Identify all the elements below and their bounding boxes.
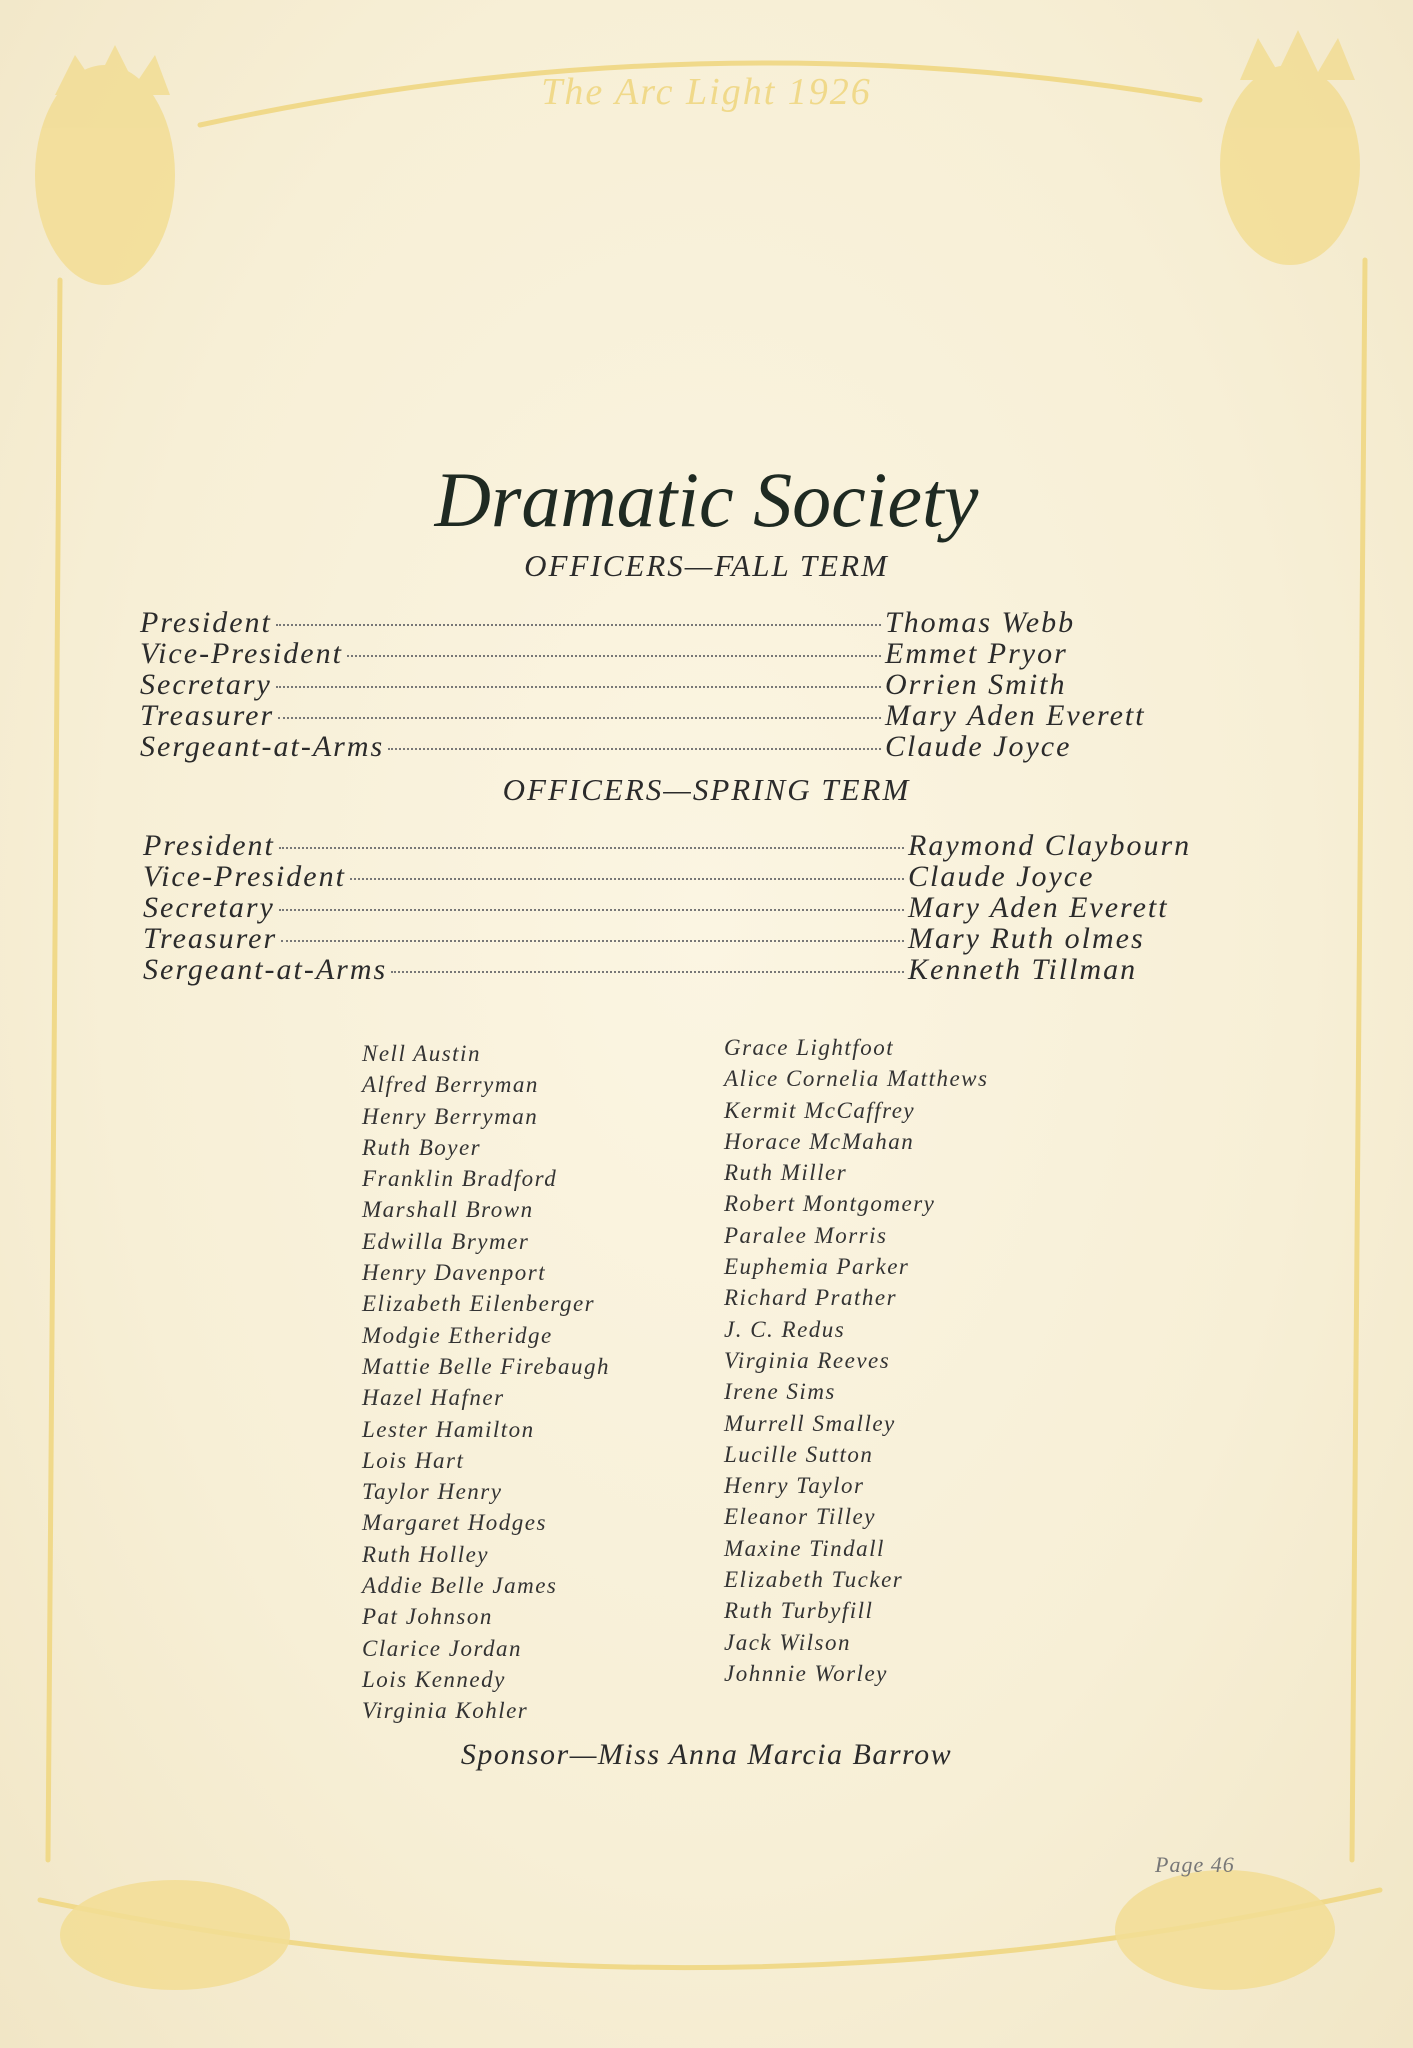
member-name: Modgie Etheridge [362,1322,553,1348]
officer-role: Treasurer [140,699,275,732]
officer-name: Raymond Claybourn [908,829,1192,862]
officer-role: Sergeant-at-Arms [143,953,388,986]
member-name: Murrell Smalley [724,1410,896,1436]
member-name: Henry Taylor [724,1473,865,1499]
member-name: Nell Austin [362,1041,481,1066]
member-name: Irene Sims [724,1379,836,1405]
officer-name: Kenneth Tillman [908,953,1138,986]
fall-officer-row [140,606,1180,640]
member-name: Robert Montgomery [724,1191,936,1217]
members-column-right [724,1032,988,1689]
officer-role: Treasurer [143,922,278,955]
member-name: Kermit McCaffrey [724,1097,916,1123]
sponsor-line: Sponsor—Miss Anna Marcia Barrow [460,1738,953,1771]
fall-officer-row [140,637,1180,671]
corner-ornament-bottom-left [60,1880,290,1990]
member-name: Horace McMahan [724,1128,915,1154]
page-number: Page 46 [1155,1852,1235,1877]
officer-role: President [140,606,272,639]
officer-name: Mary Ruth olmes [908,922,1145,955]
member-name: Johnnie Worley [724,1660,888,1686]
spring-officer-row [143,891,1228,925]
member-name: Ruth Boyer [362,1134,482,1160]
member-name: Marshall Brown [362,1197,534,1223]
member-name: Pat Johnson [362,1604,493,1630]
member-name: Lucille Sutton [724,1441,874,1467]
dot-leader [281,940,904,942]
member-name: Jack Wilson [724,1629,851,1655]
member-name: Mattie Belle Firebaugh [362,1353,611,1379]
member-name: Addie Belle James [362,1573,558,1599]
member-name: Ruth Miller [724,1160,848,1186]
member-name: Maxine Tindall [724,1535,885,1561]
dot-leader [276,624,881,626]
member-name: Grace Lightfoot [724,1035,895,1060]
member-name: Franklin Bradford [362,1166,558,1192]
member-name: Ruth Holley [362,1541,489,1567]
member-name: Richard Prather [724,1285,898,1311]
officer-role: Secretary [140,668,272,701]
member-name: Clarice Jordan [362,1635,523,1661]
member-name: Alfred Berryman [362,1072,539,1098]
dot-leader [391,971,904,973]
member-name: Virginia Kohler [362,1698,529,1724]
spring-term-heading: OFFICERS—SPRING TERM [502,772,911,807]
member-name: J. C. Redus [724,1316,846,1342]
member-name: Henry Berryman [362,1103,539,1129]
officer-name: Thomas Webb [885,606,1076,639]
member-name: Lois Hart [362,1447,465,1473]
spring-officer-row [143,829,1228,863]
spring-officer-row [143,922,1228,956]
fall-officer-row [140,699,1180,733]
dot-leader [278,717,881,719]
running-head: The Arc Light 1926 [541,71,872,113]
dot-leader [347,655,881,657]
member-name: Lois Kennedy [362,1666,506,1692]
officer-role: Vice-President [143,860,346,893]
officer-role: President [143,829,275,862]
fall-term-heading: OFFICERS—FALL TERM [524,548,889,583]
member-name: Elizabeth Eilenberger [362,1291,596,1317]
officer-name: Claude Joyce [885,730,1072,763]
dot-leader [279,847,904,849]
officer-name: Orrien Smith [885,668,1067,701]
officer-name: Claude Joyce [908,860,1095,893]
dot-leader [276,686,881,688]
member-name: Hazel Hafner [362,1385,505,1411]
member-name: Edwilla Brymer [362,1228,530,1254]
dot-leader [388,748,881,750]
page-title: Dramatic Society [434,456,979,543]
corner-ornament-bottom-right [1115,1870,1335,1990]
member-name: Alice Cornelia Matthews [724,1066,989,1092]
officer-name: Mary Aden Everett [885,699,1146,732]
members-column-left [362,1038,610,1727]
member-name: Lester Hamilton [362,1416,535,1442]
member-name: Eleanor Tilley [724,1504,876,1530]
member-name: Paralee Morris [724,1222,888,1248]
member-name: Margaret Hodges [362,1510,547,1536]
dot-leader [279,909,904,911]
member-name: Elizabeth Tucker [724,1567,904,1593]
officer-role: Secretary [143,891,275,924]
member-name: Taylor Henry [362,1479,503,1505]
officer-name: Emmet Pryor [885,637,1068,670]
officer-name: Mary Aden Everett [908,891,1169,924]
member-name: Henry Davenport [362,1260,547,1286]
member-name: Euphemia Parker [724,1254,910,1280]
officer-role: Vice-President [140,637,343,670]
fall-officer-row [140,730,1180,764]
officer-role: Sergeant-at-Arms [140,730,385,763]
dot-leader [350,878,904,880]
spring-officer-row [143,953,1228,987]
spring-officer-row [143,860,1228,894]
member-name: Virginia Reeves [724,1347,891,1373]
fall-officer-row [140,668,1180,702]
member-name: Ruth Turbyfill [724,1598,874,1624]
